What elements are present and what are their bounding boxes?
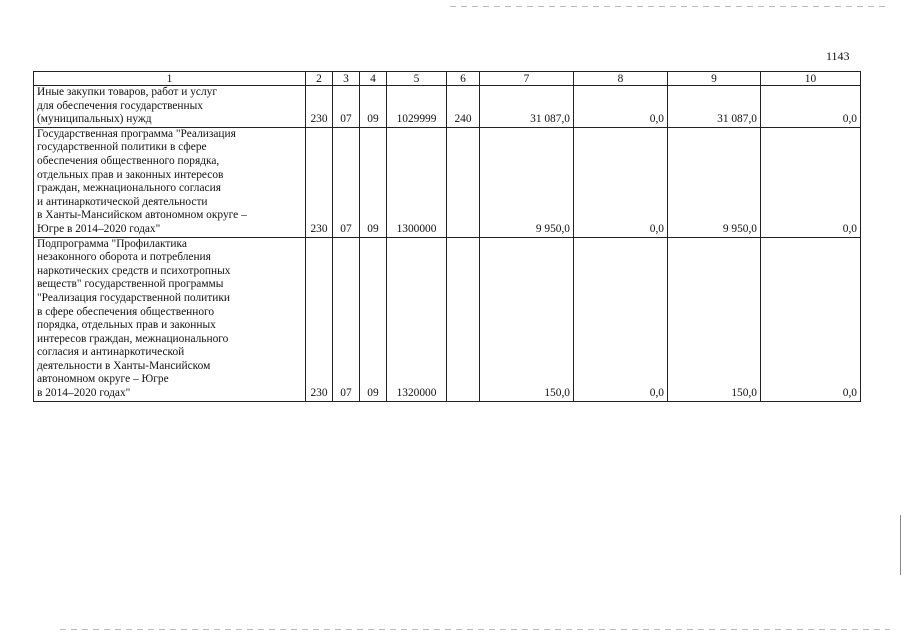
row-name-line: "Реализация государственной политики [37, 291, 230, 304]
row-name-line: деятельности в Ханты-Мансийском [37, 359, 211, 372]
page-number: 1143 [826, 49, 850, 63]
budget-table [33, 71, 861, 402]
table-header [34, 72, 861, 86]
header-cell: 8 [574, 72, 668, 86]
header-cell: 10 [761, 72, 861, 86]
cell-col5: 1320000 [387, 237, 447, 401]
row-name-line: Подпрограмма "Профилактика [37, 237, 187, 250]
scan-noise-top [450, 6, 890, 7]
cell-col5: 1029999 [387, 86, 447, 128]
cell-col6 [447, 237, 480, 401]
row-name-line: в 2014–2020 годах" [37, 387, 131, 400]
header-cell: 6 [447, 72, 480, 86]
cell-col9: 9 950,0 [668, 127, 761, 237]
table-row [34, 86, 861, 128]
cell-col9: 31 087,0 [668, 86, 761, 128]
cell-col6 [447, 127, 480, 237]
row-name-cell [34, 86, 306, 128]
row-name-line: интересов граждан, межнационального [37, 332, 229, 345]
cell-col5: 1300000 [387, 127, 447, 237]
scan-edge-right [900, 515, 901, 575]
header-cell: 3 [333, 72, 360, 86]
cell-col7: 150,0 [480, 237, 574, 401]
header-cell: 9 [668, 72, 761, 86]
cell-col2: 230 [306, 127, 333, 237]
cell-col4: 09 [360, 127, 387, 237]
table-body [34, 86, 861, 402]
row-name-line: отдельных прав и законных интересов [37, 168, 224, 181]
cell-col4: 09 [360, 86, 387, 128]
cell-col9: 150,0 [668, 237, 761, 401]
header-cell: 5 [387, 72, 447, 86]
cell-col8: 0,0 [574, 127, 668, 237]
cell-col2: 230 [306, 86, 333, 128]
row-name-line: государственной политики в сфере [37, 141, 207, 154]
header-cell: 2 [306, 72, 333, 86]
header-cell: 1 [34, 72, 306, 86]
row-name-line: согласия и антинаркотической [37, 346, 185, 359]
row-name-line: граждан, межнационального согласия [37, 182, 221, 195]
row-name-line: обеспечения общественного порядка, [37, 154, 220, 167]
cell-col8: 0,0 [574, 237, 668, 401]
cell-col10: 0,0 [761, 237, 861, 401]
row-name-line: порядка, отдельных прав и законных [37, 319, 216, 332]
cell-col10: 0,0 [761, 86, 861, 128]
cell-col7: 31 087,0 [480, 86, 574, 128]
header-cell: 7 [480, 72, 574, 86]
cell-col3: 07 [333, 86, 360, 128]
scan-noise-bottom [60, 629, 890, 630]
row-name-line: в сфере обеспечения общественного [37, 305, 215, 318]
header-cell: 4 [360, 72, 387, 86]
row-name-line: веществ" государственной программы [37, 278, 224, 291]
row-name-cell [34, 237, 306, 401]
row-name-line: для обеспечения государственных [37, 99, 203, 112]
row-name-line: (муниципальных) нужд [37, 113, 152, 126]
cell-col3: 07 [333, 127, 360, 237]
cell-col4: 09 [360, 237, 387, 401]
table-row [34, 237, 861, 401]
row-name-line: Иные закупки товаров, работ и услуг [37, 86, 218, 98]
cell-col2: 230 [306, 237, 333, 401]
cell-col7: 9 950,0 [480, 127, 574, 237]
cell-col8: 0,0 [574, 86, 668, 128]
table-row [34, 127, 861, 237]
header-row [34, 72, 861, 86]
row-name-line: наркотических средств и психотропных [37, 264, 231, 277]
row-name-line: в Ханты-Мансийском автономном округе – [37, 209, 247, 222]
row-name-cell [34, 127, 306, 237]
cell-col6: 240 [447, 86, 480, 128]
row-name-line: и антинаркотической деятельности [37, 195, 208, 208]
row-name-line: незаконного оборота и потребления [37, 251, 211, 264]
row-name-line: Югре в 2014–2020 годах" [37, 222, 161, 235]
row-name-line: автономном округе – Югре [37, 373, 169, 386]
row-name-line: Государственная программа "Реализация [37, 127, 236, 140]
cell-col3: 07 [333, 237, 360, 401]
cell-col10: 0,0 [761, 127, 861, 237]
